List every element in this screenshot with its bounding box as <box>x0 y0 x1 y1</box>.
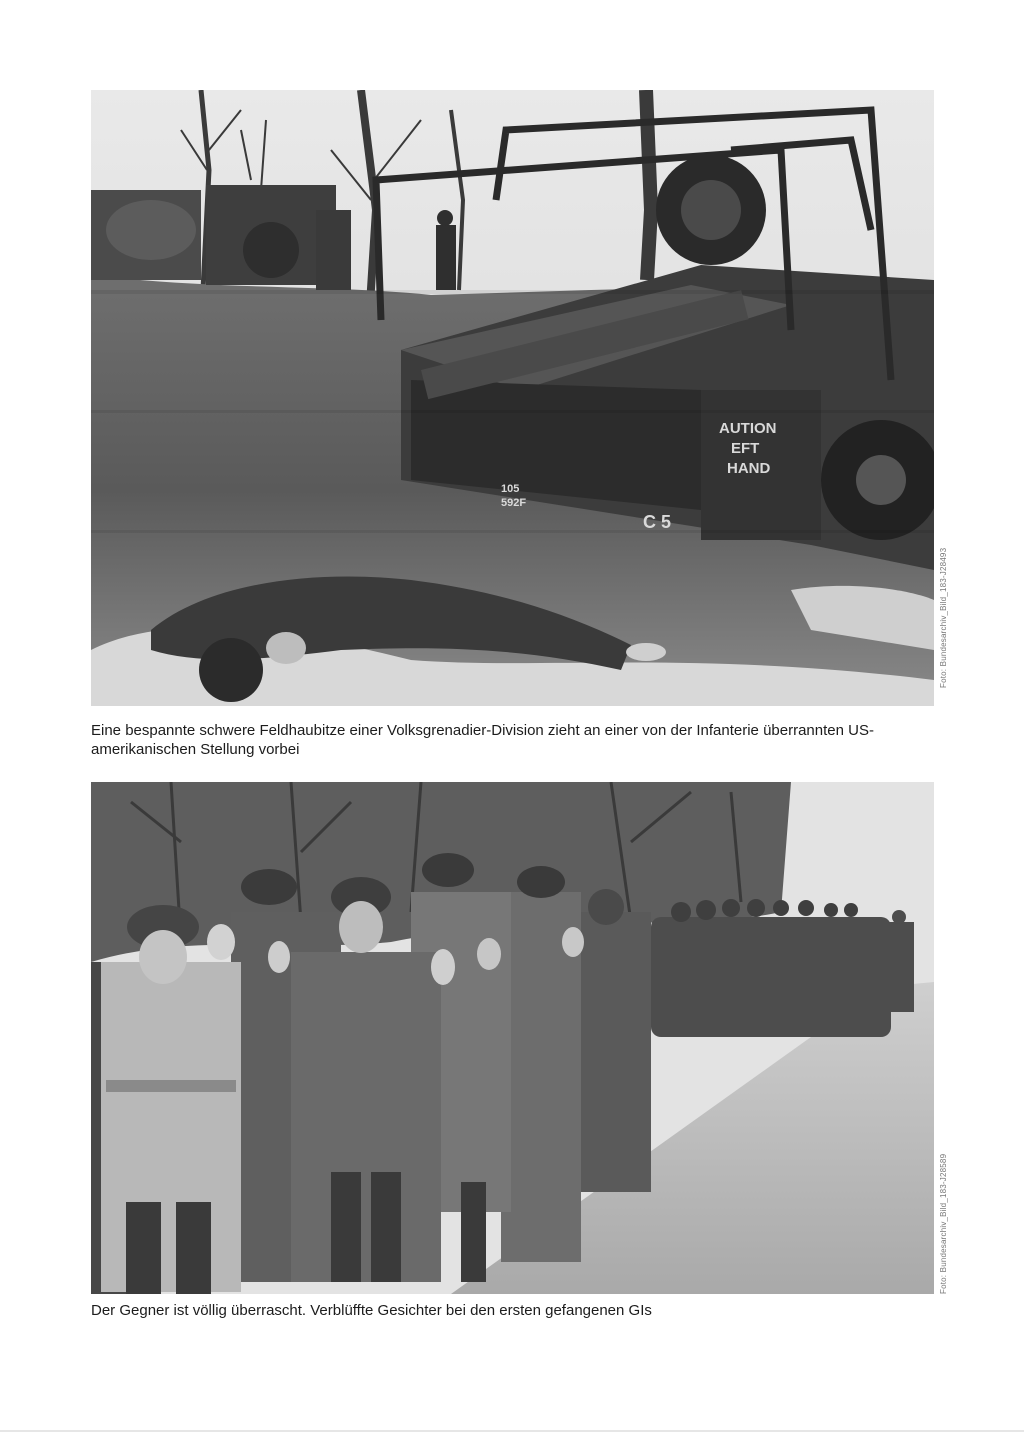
photo-captured-gis-image <box>91 782 934 1294</box>
photo-howitzer-column <box>91 90 934 706</box>
truck-tag-bottom: 592F <box>501 497 527 509</box>
photo-credit: Foto: Bundesarchiv_Bild_183-J28589 <box>939 1153 948 1294</box>
page-bottom-rule <box>0 1430 1024 1432</box>
photo-howitzer-image <box>91 90 934 706</box>
photo-caption: Der Gegner ist völlig überrascht. Verblüffte Gesichter bei den ersten gefangenen GIs <box>91 1302 652 1319</box>
truck-bumper-code: C 5 <box>643 512 672 532</box>
photo-caption: Eine bespannte schwere Feldhaubitze einer Volksgrenadier-Division zieht an einer von der Infanterie überrannten US-amerikanischen Stellung vorbei <box>91 722 874 758</box>
truck-marking-caution: AUTION <box>719 420 777 437</box>
truck-tag-top: 105 <box>501 483 520 495</box>
truck-marking-left: EFT <box>731 440 760 457</box>
photo-captured-gis <box>91 782 934 1294</box>
truck-marking-hand: HAND <box>727 460 771 477</box>
photo-credit: Foto: Bundesarchiv_Bild_183-J28493 <box>939 547 948 688</box>
